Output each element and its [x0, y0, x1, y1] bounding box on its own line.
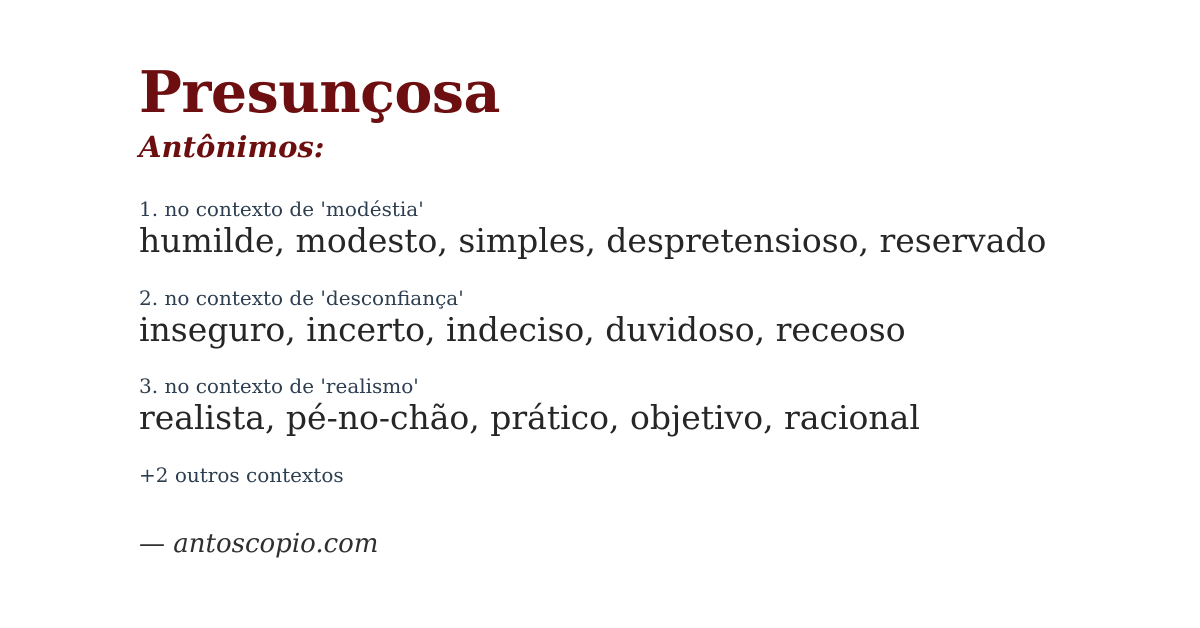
context-label: 3. no contexto de 'realismo' — [139, 374, 419, 399]
context-section-1 — [139, 197, 1140, 261]
antonyms-heading: Antônimos: — [139, 130, 325, 164]
antonym-list: inseguro, incerto, indeciso, duvidoso, receoso — [139, 309, 906, 349]
more-contexts-link[interactable]: +2 outros contextos — [139, 462, 344, 487]
context-sections — [139, 197, 1140, 438]
antonym-list: realista, pé-no-chão, prático, objetivo, racional — [139, 398, 920, 438]
attribution: — antoscopio.com — [139, 528, 379, 559]
context-section-2 — [139, 286, 1140, 350]
context-label: 2. no contexto de 'desconfiança' — [139, 285, 464, 310]
context-label: 1. no contexto de 'modéstia' — [139, 197, 424, 221]
headword: Presunçosa — [139, 59, 500, 126]
antonym-list: humilde, modesto, simples, despretensioso, reservado — [139, 221, 1047, 260]
context-section-3 — [139, 374, 1140, 438]
